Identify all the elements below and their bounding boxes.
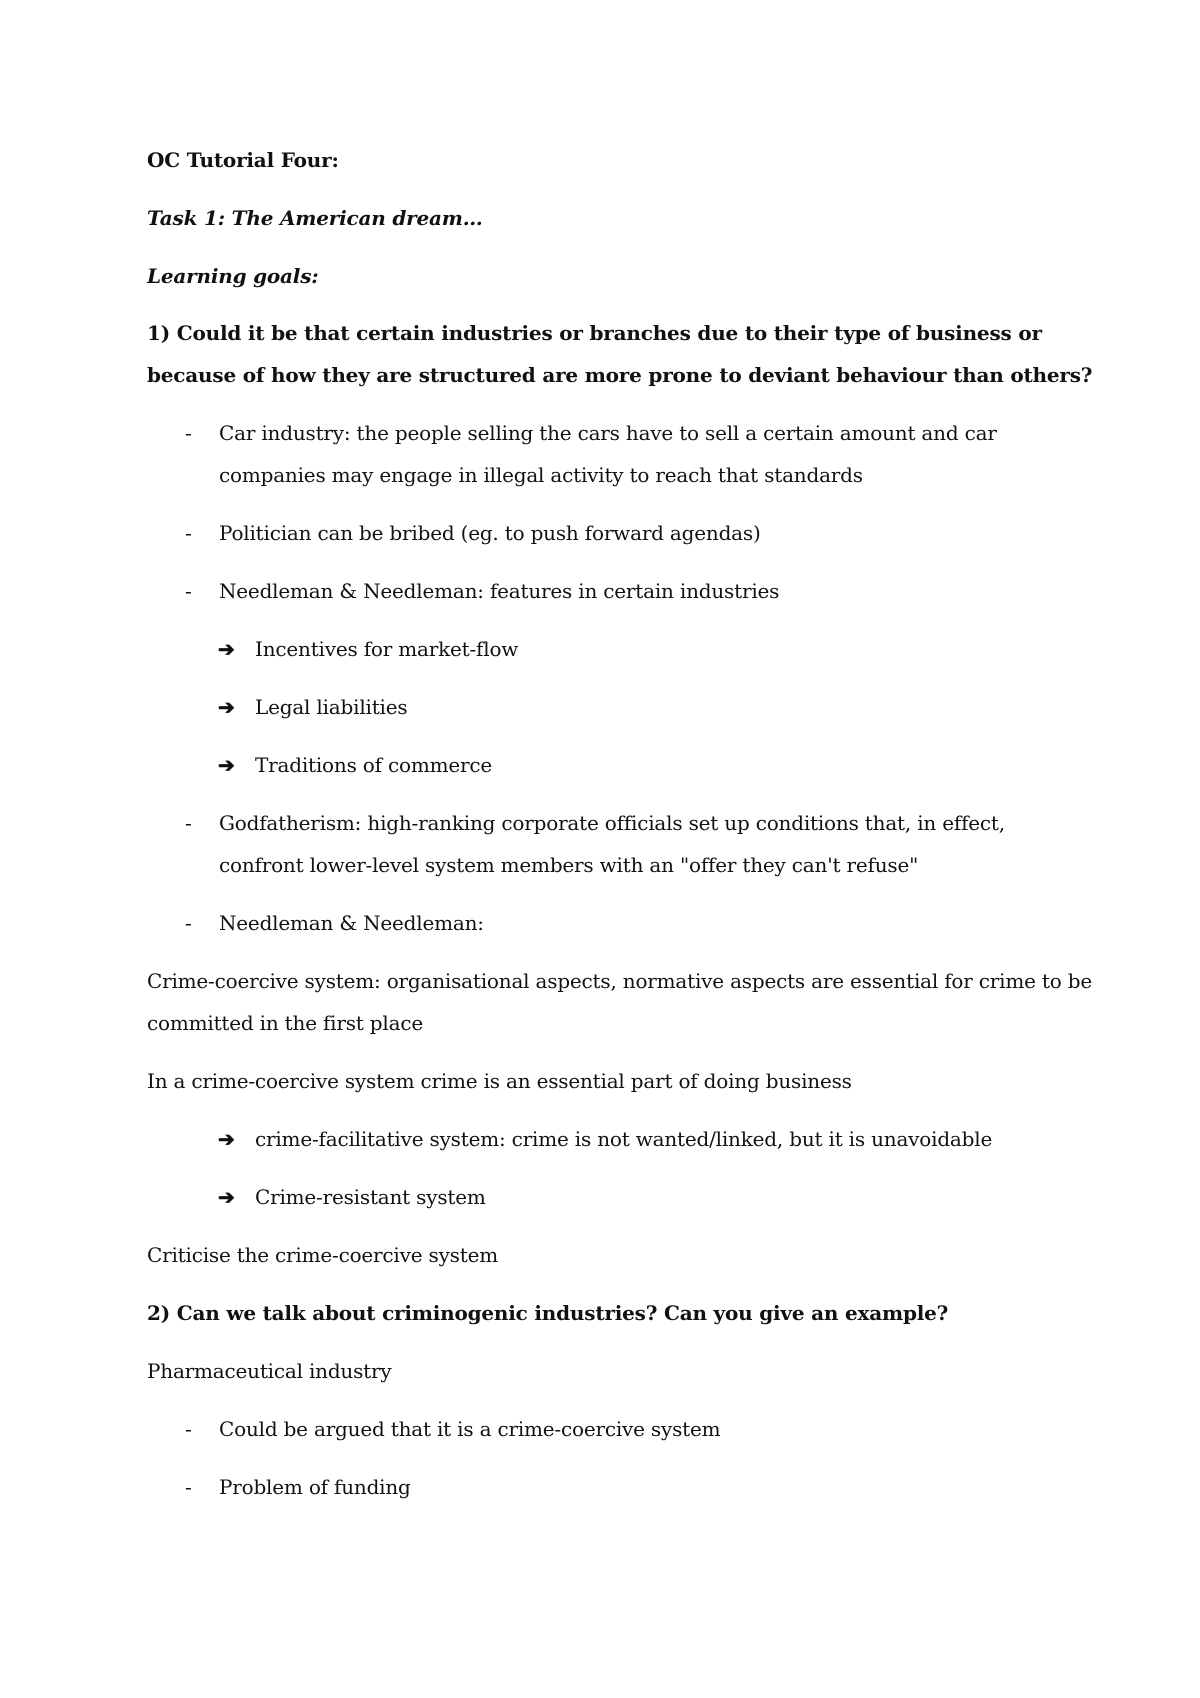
arrow-item-facilitative: crime-facilitative system: crime is not wanted/linked, but it is unavoidable — [255, 1127, 993, 1151]
bullet-car-industry-line-1: Car industry: the people selling the cars have to sell a certain amount and car — [219, 421, 997, 445]
question-1-line-1: 1) Could it be that certain industries or branches due to their type of business or — [147, 321, 1042, 345]
task-heading: Task 1: The American dream… — [147, 206, 483, 230]
arrow-icon: ➔ — [218, 1185, 235, 1209]
arrow-icon: ➔ — [218, 1127, 235, 1151]
arrow-item-resistant: Crime-resistant system — [255, 1185, 486, 1209]
paragraph-pharmaceutical: Pharmaceutical industry — [147, 1359, 392, 1383]
paragraph-crime-coercive-line-1: Crime-coercive system: organisational aspects, normative aspects are essential for crime to be — [147, 969, 1092, 993]
bullet-politician: Politician can be bribed (eg. to push forward agendas) — [219, 521, 761, 545]
paragraph-criticise: Criticise the crime-coercive system — [147, 1243, 498, 1267]
arrow-item-legal-liabilities: Legal liabilities — [255, 695, 408, 719]
bullet-marker: - — [185, 521, 192, 545]
arrow-item-traditions: Traditions of commerce — [255, 753, 493, 777]
bullet-crime-coercive-argument: Could be argued that it is a crime-coercive system — [219, 1417, 721, 1441]
bullet-funding: Problem of funding — [219, 1475, 411, 1499]
bullet-marker: - — [185, 811, 192, 835]
arrow-icon: ➔ — [218, 695, 235, 719]
bullet-godfatherism-line-2: confront lower-level system members with an "offer they can't refuse" — [219, 853, 919, 877]
bullet-marker: - — [185, 421, 192, 445]
arrow-item-incentives: Incentives for market-flow — [255, 637, 519, 661]
bullet-marker: - — [185, 911, 192, 935]
question-1-line-2: because of how they are structured are more prone to deviant behaviour than others? — [147, 363, 1093, 387]
learning-goals-heading: Learning goals: — [147, 264, 319, 288]
bullet-needleman-features: Needleman & Needleman: features in certain industries — [219, 579, 780, 603]
bullet-car-industry-line-2: companies may engage in illegal activity to reach that standards — [219, 463, 863, 487]
arrow-icon: ➔ — [218, 637, 235, 661]
paragraph-crime-coercive-line-2: committed in the first place — [147, 1011, 423, 1035]
bullet-needleman: Needleman & Needleman: — [219, 911, 484, 935]
question-2: 2) Can we talk about criminogenic industries? Can you give an example? — [147, 1301, 949, 1325]
bullet-marker: - — [185, 579, 192, 603]
bullet-godfatherism-line-1: Godfatherism: high-ranking corporate officials set up conditions that, in effect, — [219, 811, 1005, 835]
bullet-marker: - — [185, 1417, 192, 1441]
paragraph-essential-part: In a crime-coercive system crime is an essential part of doing business — [147, 1069, 852, 1093]
bullet-marker: - — [185, 1475, 192, 1499]
document-title: OC Tutorial Four: — [147, 148, 339, 172]
arrow-icon: ➔ — [218, 753, 235, 777]
